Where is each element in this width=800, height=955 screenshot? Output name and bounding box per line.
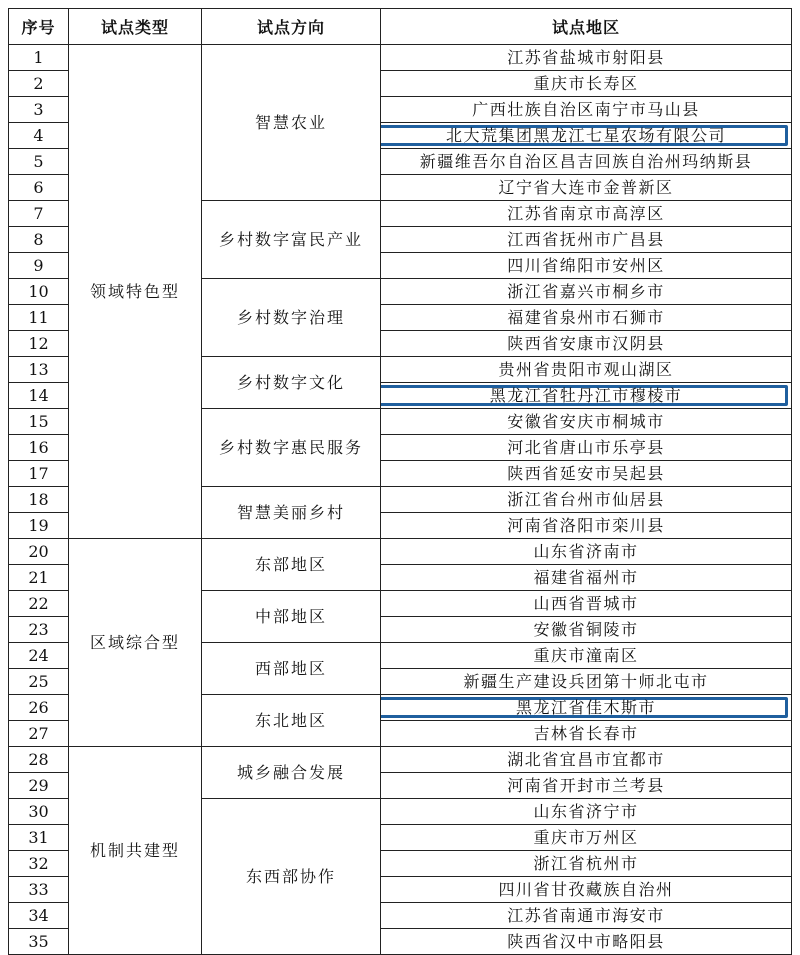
row-number: 30 — [9, 799, 69, 825]
region-name: 山东省济南市 — [533, 541, 639, 561]
row-number: 11 — [9, 305, 69, 331]
region-cell — [381, 513, 792, 539]
region-name: 重庆市长寿区 — [533, 73, 639, 93]
region-cell — [381, 851, 792, 877]
region-cell — [381, 643, 792, 669]
region-name: 江西省抚州市广昌县 — [507, 229, 665, 249]
region-cell-highlighted — [381, 123, 792, 149]
region-name: 河南省开封市兰考县 — [507, 775, 665, 795]
header-region: 试点地区 — [381, 9, 792, 45]
pilot-direction-cell: 乡村数字富民产业 — [202, 201, 381, 279]
region-name: 福建省福州市 — [533, 567, 639, 587]
row-number: 4 — [9, 123, 69, 149]
table-row — [9, 45, 792, 71]
region-name: 陕西省延安市吴起县 — [507, 463, 665, 483]
region-name: 四川省绵阳市安州区 — [507, 255, 665, 275]
region-name: 贵州省贵阳市观山湖区 — [498, 359, 674, 379]
region-name: 安徽省安庆市桐城市 — [507, 411, 665, 431]
pilot-direction-cell: 东部地区 — [202, 539, 381, 591]
region-name: 江苏省南通市海安市 — [507, 905, 665, 925]
region-name: 福建省泉州市石狮市 — [507, 307, 665, 327]
row-number: 15 — [9, 409, 69, 435]
region-cell — [381, 747, 792, 773]
region-cell — [381, 71, 792, 97]
region-name: 安徽省铜陵市 — [533, 619, 639, 639]
row-number: 13 — [9, 357, 69, 383]
region-cell — [381, 617, 792, 643]
pilot-type-cell: 机制共建型 — [69, 747, 202, 955]
region-name: 新疆维吾尔自治区昌吉回族自治州玛纳斯县 — [419, 151, 753, 171]
row-number: 21 — [9, 565, 69, 591]
region-cell — [381, 435, 792, 461]
region-name: 江苏省盐城市射阳县 — [507, 47, 665, 67]
pilot-direction-cell: 乡村数字治理 — [202, 279, 381, 357]
region-cell — [381, 721, 792, 747]
row-number: 5 — [9, 149, 69, 175]
header-row — [9, 9, 792, 45]
region-name: 浙江省杭州市 — [533, 853, 639, 873]
region-name: 河北省唐山市乐亭县 — [507, 437, 665, 457]
pilot-direction-cell: 东北地区 — [202, 695, 381, 747]
region-name: 湖北省宜昌市宜都市 — [507, 749, 665, 769]
region-name: 山东省济宁市 — [533, 801, 639, 821]
region-cell — [381, 409, 792, 435]
row-number: 7 — [9, 201, 69, 227]
row-number: 27 — [9, 721, 69, 747]
region-cell — [381, 227, 792, 253]
row-number: 1 — [9, 45, 69, 71]
region-name: 北大荒集团黑龙江七星农场有限公司 — [445, 125, 726, 145]
region-cell — [381, 45, 792, 71]
region-name: 重庆市万州区 — [533, 827, 639, 847]
region-cell — [381, 97, 792, 123]
pilot-direction-cell: 西部地区 — [202, 643, 381, 695]
row-number: 28 — [9, 747, 69, 773]
row-number: 8 — [9, 227, 69, 253]
pilot-type-cell: 区域综合型 — [69, 539, 202, 747]
region-cell — [381, 305, 792, 331]
region-cell — [381, 461, 792, 487]
pilot-direction-cell: 中部地区 — [202, 591, 381, 643]
row-number: 19 — [9, 513, 69, 539]
row-number: 10 — [9, 279, 69, 305]
region-cell — [381, 929, 792, 955]
region-cell-highlighted — [381, 383, 792, 409]
pilot-type-cell: 领域特色型 — [69, 45, 202, 539]
region-name: 吉林省长春市 — [533, 723, 639, 743]
region-name: 山西省晋城市 — [533, 593, 639, 613]
row-number: 23 — [9, 617, 69, 643]
row-number: 26 — [9, 695, 69, 721]
region-cell — [381, 201, 792, 227]
region-cell — [381, 357, 792, 383]
region-cell — [381, 175, 792, 201]
row-number: 18 — [9, 487, 69, 513]
region-name: 陕西省安康市汉阴县 — [507, 333, 665, 353]
pilot-direction-cell: 智慧美丽乡村 — [202, 487, 381, 539]
region-name: 浙江省嘉兴市桐乡市 — [507, 281, 665, 301]
pilot-direction-cell: 智慧农业 — [202, 45, 381, 201]
region-name: 四川省甘孜藏族自治州 — [498, 879, 674, 899]
row-number: 32 — [9, 851, 69, 877]
region-name: 黑龙江省牡丹江市穆棱市 — [489, 385, 683, 405]
region-cell — [381, 565, 792, 591]
region-cell — [381, 799, 792, 825]
table-row — [9, 747, 792, 773]
row-number: 31 — [9, 825, 69, 851]
row-number: 14 — [9, 383, 69, 409]
row-number: 9 — [9, 253, 69, 279]
region-cell — [381, 253, 792, 279]
table-row — [9, 539, 792, 565]
region-cell — [381, 331, 792, 357]
row-number: 3 — [9, 97, 69, 123]
row-number: 25 — [9, 669, 69, 695]
region-name: 辽宁省大连市金普新区 — [498, 177, 674, 197]
region-cell — [381, 279, 792, 305]
region-cell — [381, 773, 792, 799]
row-number: 2 — [9, 71, 69, 97]
row-number: 29 — [9, 773, 69, 799]
row-number: 24 — [9, 643, 69, 669]
region-cell — [381, 877, 792, 903]
row-number: 33 — [9, 877, 69, 903]
region-cell — [381, 903, 792, 929]
header-num: 序号 — [9, 9, 69, 45]
region-cell-highlighted — [381, 695, 792, 721]
region-name: 广西壮族自治区南宁市马山县 — [472, 99, 700, 119]
region-name: 河南省洛阳市栾川县 — [507, 515, 665, 535]
row-number: 22 — [9, 591, 69, 617]
table-body — [9, 45, 792, 955]
pilot-table — [8, 8, 792, 955]
region-name: 浙江省台州市仙居县 — [507, 489, 665, 509]
region-name: 新疆生产建设兵团第十师北屯市 — [463, 671, 709, 691]
region-cell — [381, 487, 792, 513]
region-cell — [381, 825, 792, 851]
region-cell — [381, 149, 792, 175]
row-number: 12 — [9, 331, 69, 357]
pilot-direction-cell: 乡村数字文化 — [202, 357, 381, 409]
region-cell — [381, 539, 792, 565]
row-number: 17 — [9, 461, 69, 487]
pilot-direction-cell: 乡村数字惠民服务 — [202, 409, 381, 487]
row-number: 34 — [9, 903, 69, 929]
region-name: 陕西省汉中市略阳县 — [507, 931, 665, 951]
row-number: 20 — [9, 539, 69, 565]
region-name: 重庆市潼南区 — [533, 645, 639, 665]
region-name: 江苏省南京市高淳区 — [507, 203, 665, 223]
header-direction: 试点方向 — [202, 9, 381, 45]
header-type: 试点类型 — [69, 9, 202, 45]
region-name: 黑龙江省佳木斯市 — [515, 697, 656, 717]
row-number: 35 — [9, 929, 69, 955]
row-number: 6 — [9, 175, 69, 201]
row-number: 16 — [9, 435, 69, 461]
region-cell — [381, 669, 792, 695]
region-cell — [381, 591, 792, 617]
pilot-direction-cell: 城乡融合发展 — [202, 747, 381, 799]
pilot-direction-cell: 东西部协作 — [202, 799, 381, 955]
